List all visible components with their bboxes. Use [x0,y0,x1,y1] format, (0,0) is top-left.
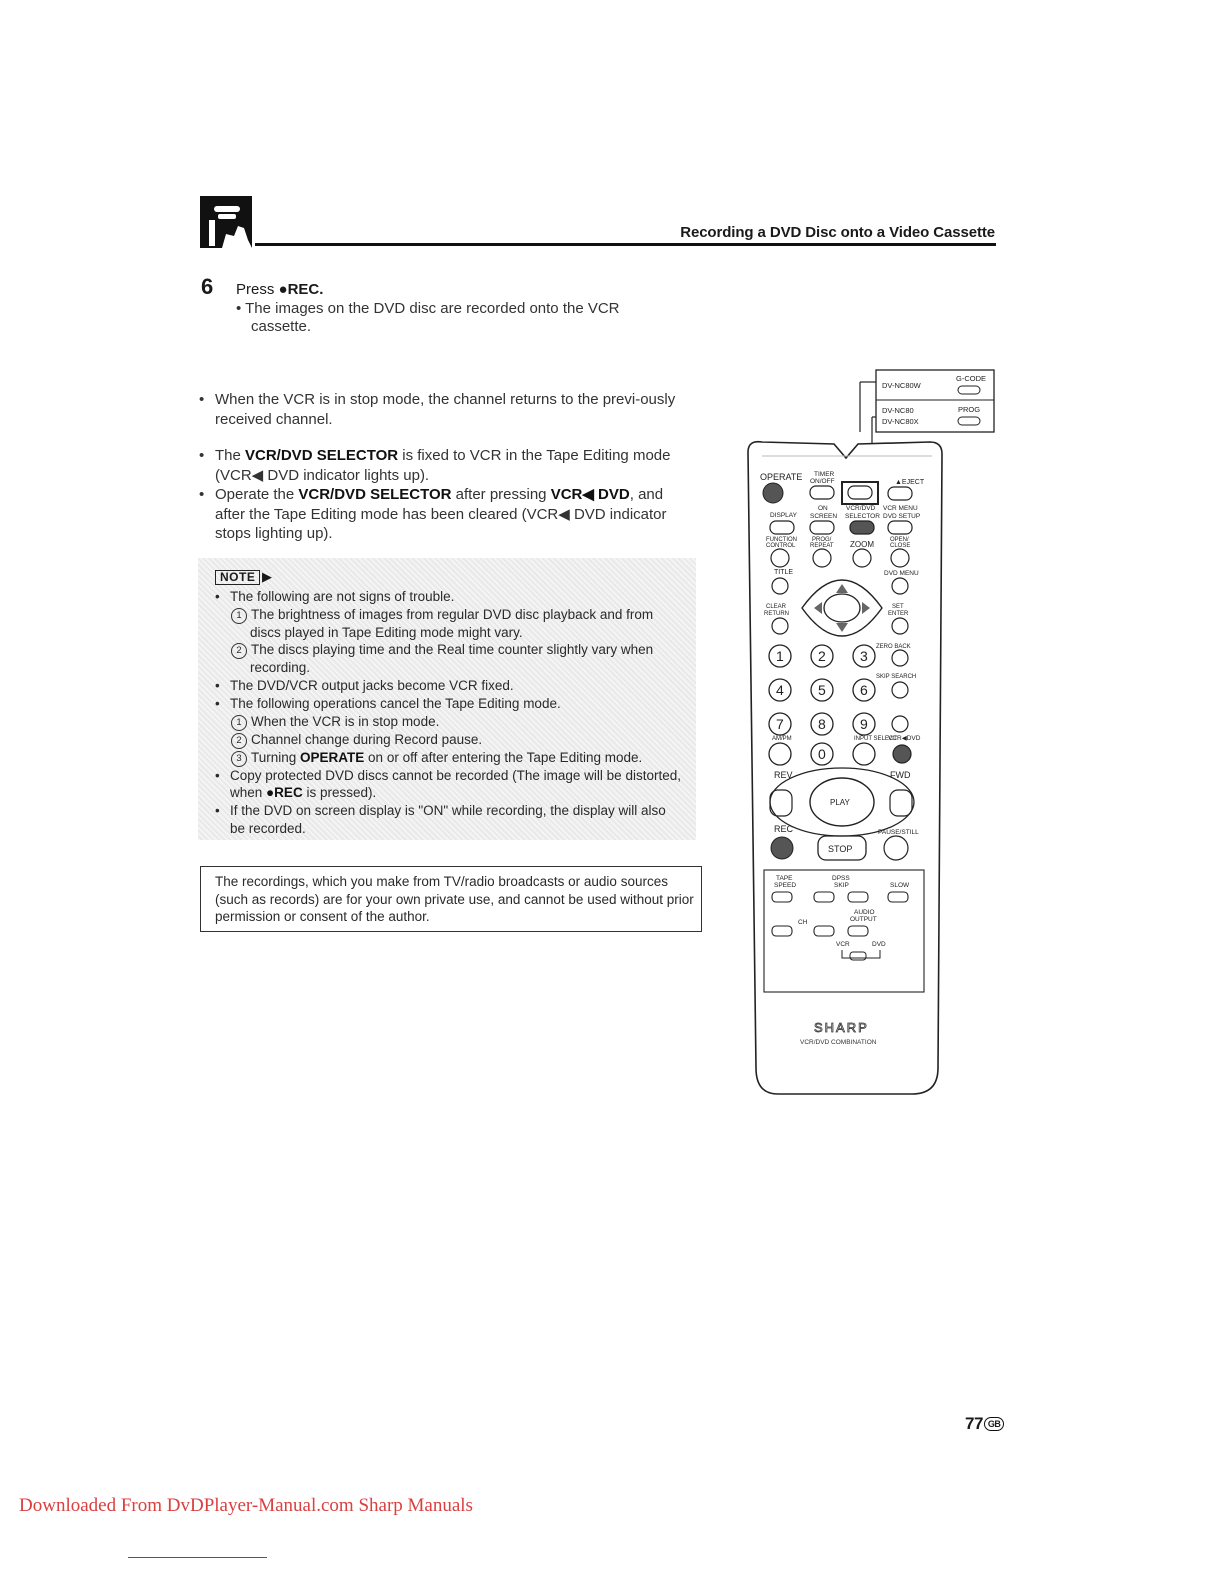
svg-text:SPEED: SPEED [774,882,797,889]
step-action-key: ●REC. [278,281,324,298]
circled-number: 2 [231,733,247,749]
svg-text:INPUT SELECT: INPUT SELECT [854,736,897,742]
brand-logo: SHARP [814,1020,869,1035]
note-item: • The following operations cancel the Tape Editing mode. [214,695,684,713]
svg-text:DVD SETUP: DVD SETUP [883,513,921,520]
svg-text:VCR MENU: VCR MENU [883,505,918,512]
operate-button [763,483,783,503]
note-subitem-text: The discs playing time and the Real time counter slightly vary when recording. [250,642,654,676]
page-header-title: Recording a DVD Disc onto a Video Cassette [680,224,995,241]
note-subitem-text: When the VCR is in stop mode. [251,713,440,729]
svg-text:0: 0 [818,746,826,762]
circled-number: 2 [231,643,247,659]
svg-text:SKIP: SKIP [834,882,849,889]
svg-text:DISPLAY: DISPLAY [770,512,797,519]
svg-text:6: 6 [860,682,868,698]
note-subitem [214,749,684,767]
svg-text:DPSS: DPSS [832,875,850,882]
svg-text:VCR: VCR [836,941,850,948]
info-bullets [199,390,679,544]
step-bullet-text: • The images on the DVD disc are recorded onto the VCR cassette. [236,300,620,335]
model-name: DV-NC80 [882,406,914,415]
svg-text:DVD MENU: DVD MENU [884,570,919,577]
rec-button [771,837,793,859]
bullet-item: • When the VCR is in stop mode, the channel returns to the previ-ously received channel. [199,390,679,429]
note-subitem-text: Turning [251,749,301,765]
svg-text:DVD: DVD [872,941,886,948]
svg-text:SET: SET [892,604,904,610]
note-subitem [214,731,684,749]
bullet-text: after pressing [451,486,551,503]
bullet-text: Operate the [215,486,299,503]
product-name: VCR/DVD COMBINATION [800,1039,877,1046]
page-number [965,1414,1004,1434]
note-arrow-icon: ▶ [262,569,272,584]
svg-text:RETURN: RETURN [764,611,789,617]
note-subitem [214,606,684,642]
svg-text:REC: REC [774,824,794,834]
svg-text:SELECTOR: SELECTOR [845,513,880,520]
svg-text:7: 7 [776,716,784,732]
svg-text:SLOW: SLOW [890,882,910,889]
circled-number: 1 [231,715,247,731]
copyright-notice: The recordings, which you make from TV/radio broadcasts or audio sources (such as records) are for your own private use, and cannot be used without prior permission or consent of the author. [200,866,702,932]
footer-rule [128,1557,267,1558]
note-list [214,588,684,837]
svg-text:VCR/DVD: VCR/DVD [846,505,876,512]
svg-text:CLOSE: CLOSE [890,543,911,549]
note-subitem-text: Channel change during Record pause. [251,731,483,747]
note-label: NOTE [215,570,260,585]
svg-text:AUDIO: AUDIO [854,909,875,916]
note-subitem-text: The brightness of images from regular DVD disc playback and from discs played in Tape Editing mode might vary. [250,606,654,640]
bullet-strong: VCR/DVD SELECTOR [298,486,452,503]
operate-label: OPERATE [760,472,803,482]
remote-control-illustration [742,362,998,1102]
svg-text:PLAY: PLAY [830,798,850,807]
gcode-key-label: G-CODE [956,374,986,383]
svg-text:CH: CH [798,919,808,926]
note-item: • The following are not signs of trouble. [214,588,684,606]
note-strong: OPERATE [300,749,365,765]
svg-text:OUTPUT: OUTPUT [850,916,877,923]
circled-number: 3 [231,751,247,767]
svg-text:▲EJECT: ▲EJECT [895,479,925,486]
step-bullet [236,300,676,336]
bullet-text: , and after the Tape Editing mode has been cleared (VCR◀ DVD indicator stops lighting up). [215,486,667,542]
bullet-item [199,446,679,485]
bullet-text: The [215,447,246,464]
bullet-strong: VCR/DVD SELECTOR [245,447,399,464]
svg-text:ENTER: ENTER [888,611,909,617]
svg-text:ON: ON [818,505,828,512]
svg-text:2: 2 [818,648,826,664]
svg-text:PROG/: PROG/ [812,537,832,543]
vcr-dvd-button [893,745,911,763]
step-action [236,281,323,298]
note-strong: ●REC [266,785,303,801]
svg-text:3: 3 [860,648,868,664]
svg-text:REV: REV [774,770,793,780]
note-subitem [214,641,684,677]
svg-text:CLEAR: CLEAR [766,604,787,610]
svg-text:FUNCTION: FUNCTION [766,537,797,543]
prog-key-label: PROG [958,405,981,414]
svg-text:ON/OFF: ON/OFF [810,478,835,485]
note-item: • The DVD/VCR output jacks become VCR fixed. [214,677,684,695]
svg-text:ZERO BACK: ZERO BACK [876,644,911,650]
note-item: • If the DVD on screen display is "ON" while recording, the display will also be recorded. [214,802,684,837]
svg-text:9: 9 [860,716,868,732]
svg-text:STOP: STOP [828,844,853,854]
bullet-strong: VCR◀ DVD [550,486,630,503]
svg-text:SKIP SEARCH: SKIP SEARCH [876,674,917,680]
bullet-text: is fixed to VCR in the Tape Editing mode (VCR◀ DVD indicator lights up). [215,447,671,484]
bullet-item [199,485,679,544]
step-number: 6 [201,274,214,299]
region-badge: GB [984,1417,1005,1431]
svg-text:OPEN/: OPEN/ [890,537,909,543]
svg-text:TAPE: TAPE [776,875,793,882]
model-name: DV-NC80W [882,381,921,390]
svg-text:ZOOM: ZOOM [850,540,874,549]
header-rule [255,243,996,246]
svg-text:REPEAT: REPEAT [810,543,834,549]
svg-text:AM/PM: AM/PM [772,736,792,742]
section-icon [200,196,252,248]
svg-text:CONTROL: CONTROL [766,543,796,549]
svg-text:4: 4 [776,682,784,698]
svg-text:SCREEN: SCREEN [810,513,838,520]
svg-text:TIMER: TIMER [814,471,835,478]
circled-number: 1 [231,608,247,624]
note-text: is pressed). [302,785,377,801]
svg-text:FWD: FWD [890,770,911,780]
download-link[interactable]: Downloaded From DvDPlayer-Manual.com Sharp Manuals [19,1495,473,1516]
page-number-text: 77 [965,1414,983,1433]
svg-text:VCR◀DVD: VCR◀DVD [888,735,921,742]
svg-text:PAUSE/STILL: PAUSE/STILL [878,829,919,836]
svg-text:5: 5 [818,682,826,698]
note-subitem [214,713,684,731]
note-text: Copy protected DVD discs cannot be recorded (The image will be distorted, when [230,767,681,801]
selector-button [850,521,874,534]
model-name: DV-NC80X [882,417,919,426]
svg-text:1: 1 [776,648,784,664]
note-item [214,767,684,802]
svg-text:TITLE: TITLE [774,569,794,576]
step-action-prefix: Press [236,281,279,298]
svg-text:8: 8 [818,716,826,732]
note-subitem-text: on or off after entering the Tape Editing mode. [364,749,643,765]
